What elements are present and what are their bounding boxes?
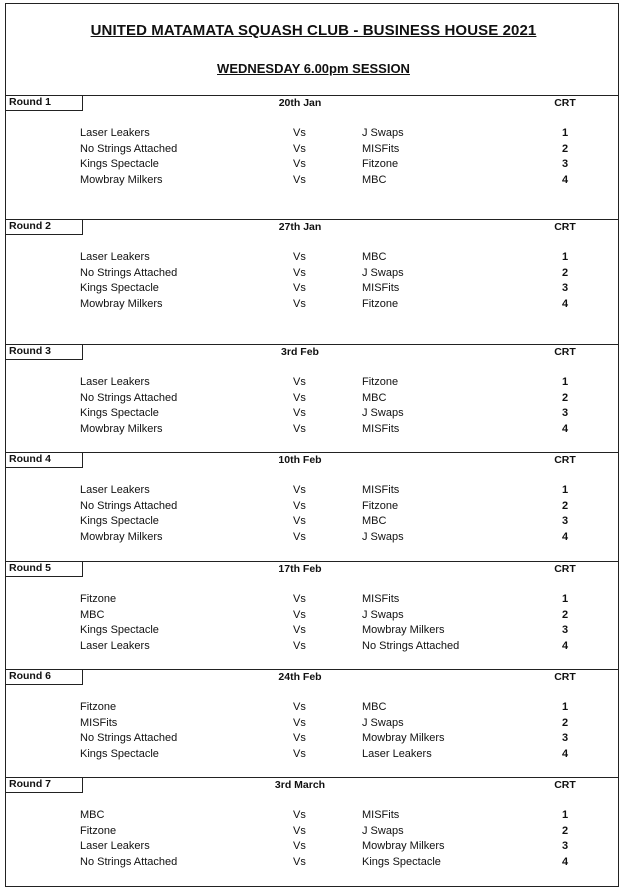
vs-label: Vs bbox=[293, 422, 306, 435]
court-number: 2 bbox=[561, 142, 569, 155]
court-number: 2 bbox=[561, 608, 569, 621]
away-team: MISFits bbox=[362, 422, 400, 435]
court-number: 4 bbox=[561, 855, 569, 868]
away-team: J Swaps bbox=[362, 824, 404, 837]
vs-label: Vs bbox=[293, 266, 306, 279]
away-team: MISFits bbox=[362, 142, 400, 155]
court-header: CRT bbox=[554, 97, 576, 109]
away-team: MBC bbox=[362, 251, 387, 263]
court-number: 2 bbox=[561, 824, 569, 837]
round-date: 10th Feb bbox=[278, 454, 322, 466]
court-number: 4 bbox=[561, 530, 569, 543]
vs-label: Vs bbox=[293, 855, 306, 868]
vs-label: Vs bbox=[293, 173, 306, 186]
match-row bbox=[5, 731, 619, 747]
court-header: CRT bbox=[554, 671, 576, 683]
away-team: J Swaps bbox=[362, 407, 404, 419]
vs-label: Vs bbox=[293, 499, 306, 512]
court-number: 2 bbox=[561, 266, 569, 279]
vs-label: Vs bbox=[293, 732, 306, 744]
home-team: No Strings Attached bbox=[80, 391, 178, 404]
round-block bbox=[5, 344, 619, 454]
court-number: 1 bbox=[561, 251, 569, 263]
away-team: MISFits bbox=[362, 593, 400, 605]
court-number: 2 bbox=[561, 716, 569, 729]
vs-label: Vs bbox=[293, 391, 306, 404]
vs-label: Vs bbox=[293, 608, 306, 621]
home-team: Laser Leakers bbox=[80, 840, 150, 852]
vs-label: Vs bbox=[293, 376, 306, 388]
match-row bbox=[5, 700, 619, 716]
away-team: Fitzone bbox=[362, 499, 399, 512]
home-team: Fitzone bbox=[80, 824, 117, 837]
session-title: WEDNESDAY 6.00pm SESSION bbox=[217, 61, 410, 76]
match-row bbox=[5, 639, 619, 655]
court-number: 3 bbox=[561, 515, 569, 527]
court-number: 1 bbox=[561, 701, 569, 713]
match-row bbox=[5, 157, 619, 173]
match-row bbox=[5, 623, 619, 639]
court-number: 3 bbox=[561, 732, 569, 744]
match-row bbox=[5, 514, 619, 530]
away-team: Fitzone bbox=[362, 158, 399, 170]
match-row bbox=[5, 608, 619, 624]
round-block bbox=[5, 95, 619, 205]
court-number: 4 bbox=[561, 639, 569, 652]
vs-label: Vs bbox=[293, 716, 306, 729]
away-team: Mowbray Milkers bbox=[362, 840, 445, 852]
page-title: UNITED MATAMATA SQUASH CLUB - BUSINESS HOUSE 2021 bbox=[90, 22, 537, 39]
vs-label: Vs bbox=[293, 484, 306, 496]
home-team: No Strings Attached bbox=[80, 142, 178, 155]
round-block bbox=[5, 561, 619, 671]
home-team: Kings Spectacle bbox=[80, 515, 159, 527]
match-row bbox=[5, 281, 619, 297]
away-team: MISFits bbox=[362, 484, 400, 496]
round-date: 3rd March bbox=[274, 779, 326, 791]
match-row bbox=[5, 391, 619, 407]
court-number: 3 bbox=[561, 158, 569, 170]
vs-label: Vs bbox=[293, 701, 306, 713]
away-team: MBC bbox=[362, 173, 387, 186]
match-row bbox=[5, 266, 619, 282]
away-team: J Swaps bbox=[362, 530, 404, 543]
match-row bbox=[5, 824, 619, 840]
court-number: 4 bbox=[561, 173, 569, 186]
round-date: 27th Jan bbox=[278, 221, 322, 233]
away-team: No Strings Attached bbox=[362, 639, 460, 652]
court-header: CRT bbox=[554, 221, 576, 233]
home-team: Laser Leakers bbox=[80, 251, 150, 263]
match-row bbox=[5, 716, 619, 732]
home-team: Laser Leakers bbox=[80, 639, 150, 652]
vs-label: Vs bbox=[293, 809, 306, 821]
round-label: Round 7 bbox=[5, 777, 83, 793]
court-number: 3 bbox=[561, 407, 569, 419]
court-number: 1 bbox=[561, 484, 569, 496]
round-date: 3rd Feb bbox=[281, 346, 319, 358]
home-team: Laser Leakers bbox=[80, 484, 150, 496]
round-label: Round 4 bbox=[5, 452, 83, 468]
home-team: No Strings Attached bbox=[80, 855, 178, 868]
home-team: Mowbray Milkers bbox=[80, 422, 163, 435]
match-row bbox=[5, 406, 619, 422]
court-number: 4 bbox=[561, 297, 569, 310]
vs-label: Vs bbox=[293, 158, 306, 170]
vs-label: Vs bbox=[293, 639, 306, 652]
home-team: Mowbray Milkers bbox=[80, 173, 163, 186]
court-number: 1 bbox=[561, 376, 569, 388]
vs-label: Vs bbox=[293, 282, 306, 294]
court-number: 1 bbox=[561, 127, 569, 139]
home-team: MBC bbox=[80, 608, 105, 621]
home-team: Mowbray Milkers bbox=[80, 530, 163, 543]
court-number: 3 bbox=[561, 624, 569, 636]
match-row bbox=[5, 592, 619, 608]
home-team: MISFits bbox=[80, 716, 118, 729]
home-team: Kings Spectacle bbox=[80, 407, 159, 419]
vs-label: Vs bbox=[293, 624, 306, 636]
round-label: Round 3 bbox=[5, 344, 83, 360]
home-team: Mowbray Milkers bbox=[80, 297, 163, 310]
court-number: 2 bbox=[561, 499, 569, 512]
match-row bbox=[5, 855, 619, 871]
match-row bbox=[5, 173, 619, 189]
round-block bbox=[5, 777, 619, 887]
away-team: MBC bbox=[362, 391, 387, 404]
away-team: J Swaps bbox=[362, 127, 404, 139]
match-row bbox=[5, 142, 619, 158]
match-row bbox=[5, 297, 619, 313]
vs-label: Vs bbox=[293, 407, 306, 419]
home-team: Fitzone bbox=[80, 593, 117, 605]
home-team: Kings Spectacle bbox=[80, 747, 159, 760]
court-number: 4 bbox=[561, 747, 569, 760]
home-team: No Strings Attached bbox=[80, 732, 178, 744]
away-team: Laser Leakers bbox=[362, 747, 432, 760]
match-row bbox=[5, 499, 619, 515]
home-team: Kings Spectacle bbox=[80, 624, 159, 636]
match-row bbox=[5, 126, 619, 142]
away-team: J Swaps bbox=[362, 266, 404, 279]
court-number: 2 bbox=[561, 391, 569, 404]
round-block bbox=[5, 669, 619, 779]
vs-label: Vs bbox=[293, 840, 306, 852]
court-number: 1 bbox=[561, 809, 569, 821]
home-team: Laser Leakers bbox=[80, 376, 150, 388]
match-row bbox=[5, 839, 619, 855]
away-team: J Swaps bbox=[362, 608, 404, 621]
round-block bbox=[5, 219, 619, 329]
vs-label: Vs bbox=[293, 127, 306, 139]
home-team: No Strings Attached bbox=[80, 499, 178, 512]
home-team: Fitzone bbox=[80, 701, 117, 713]
match-row bbox=[5, 422, 619, 438]
home-team: MBC bbox=[80, 809, 105, 821]
round-label: Round 1 bbox=[5, 95, 83, 111]
vs-label: Vs bbox=[293, 515, 306, 527]
away-team: MISFits bbox=[362, 282, 400, 294]
court-number: 4 bbox=[561, 422, 569, 435]
away-team: Kings Spectacle bbox=[362, 855, 441, 868]
away-team: J Swaps bbox=[362, 716, 404, 729]
vs-label: Vs bbox=[293, 142, 306, 155]
vs-label: Vs bbox=[293, 593, 306, 605]
match-row bbox=[5, 747, 619, 763]
court-header: CRT bbox=[554, 563, 576, 575]
round-label: Round 5 bbox=[5, 561, 83, 577]
away-team: Mowbray Milkers bbox=[362, 732, 445, 744]
round-label: Round 2 bbox=[5, 219, 83, 235]
match-row bbox=[5, 483, 619, 499]
vs-label: Vs bbox=[293, 530, 306, 543]
home-team: Kings Spectacle bbox=[80, 282, 159, 294]
away-team: MBC bbox=[362, 515, 387, 527]
court-number: 1 bbox=[561, 593, 569, 605]
court-header: CRT bbox=[554, 454, 576, 466]
court-number: 3 bbox=[561, 282, 569, 294]
round-label: Round 6 bbox=[5, 669, 83, 685]
home-team: Kings Spectacle bbox=[80, 158, 159, 170]
away-team: MBC bbox=[362, 701, 387, 713]
match-row bbox=[5, 250, 619, 266]
court-number: 3 bbox=[561, 840, 569, 852]
away-team: MISFits bbox=[362, 809, 400, 821]
away-team: Fitzone bbox=[362, 376, 399, 388]
match-row bbox=[5, 808, 619, 824]
vs-label: Vs bbox=[293, 824, 306, 837]
vs-label: Vs bbox=[293, 251, 306, 263]
round-block bbox=[5, 452, 619, 562]
away-team: Fitzone bbox=[362, 297, 399, 310]
court-header: CRT bbox=[554, 779, 576, 791]
away-team: Mowbray Milkers bbox=[362, 624, 445, 636]
round-date: 17th Feb bbox=[278, 563, 322, 575]
home-team: No Strings Attached bbox=[80, 266, 178, 279]
vs-label: Vs bbox=[293, 747, 306, 760]
court-header: CRT bbox=[554, 346, 576, 358]
vs-label: Vs bbox=[293, 297, 306, 310]
round-date: 24th Feb bbox=[278, 671, 322, 683]
home-team: Laser Leakers bbox=[80, 127, 150, 139]
match-row bbox=[5, 530, 619, 546]
match-row bbox=[5, 375, 619, 391]
round-date: 20th Jan bbox=[278, 97, 322, 109]
